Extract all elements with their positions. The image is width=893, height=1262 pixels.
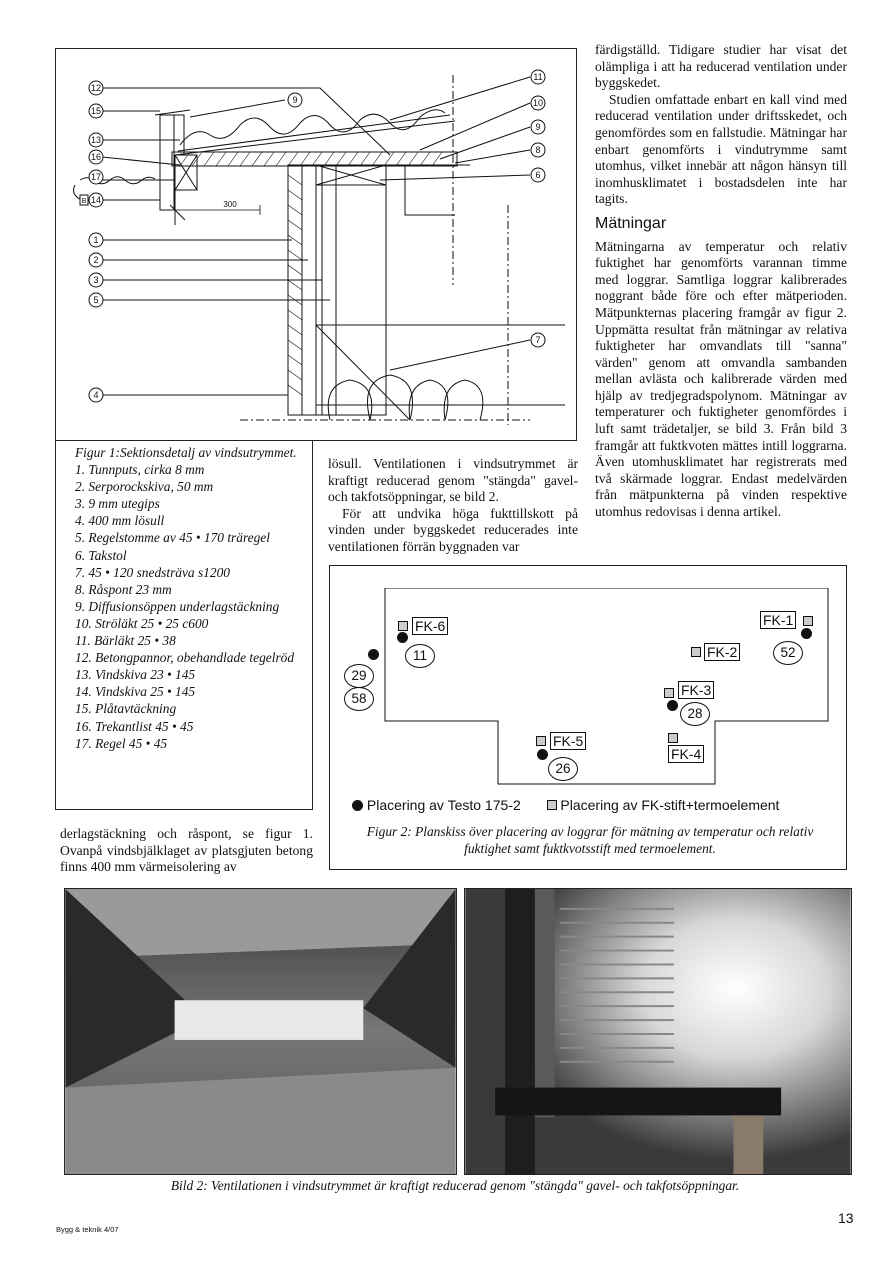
section-heading: Mätningar	[595, 214, 667, 232]
figure1-item: 9. Diffusionsöppen underlagstäckning	[75, 598, 280, 614]
callout-1: 1	[93, 235, 99, 245]
photo-eaves-vent	[464, 888, 852, 1175]
callout-b: B	[81, 198, 87, 205]
bild2-caption: Bild 2: Ventilationen i vindsutrymmet är kraftigt reducerad genom "stängda" gavel- och takfotsöppningar.	[170, 1178, 740, 1193]
callout-14: 14	[90, 195, 102, 205]
callout-12: 12	[90, 83, 102, 93]
body-paragraph: För att undvika höga fukttillskott på vinden under byggskedet reducerades inte ventilationen förrän byggnaden var	[328, 505, 578, 554]
fk-marker	[668, 733, 678, 743]
figure1-caption-title: Figur 1:Sektionsdetalj av vindsutrymmet.	[75, 445, 297, 460]
callout-3: 3	[93, 275, 99, 285]
figure1-item: 13. Vindskiva 23 • 145	[75, 667, 196, 683]
figure1-item: 8. Råspont 23 mm	[75, 581, 172, 597]
photo-gable-vent	[64, 888, 457, 1175]
figure1-item: 4. 400 mm lösull	[75, 513, 165, 529]
figure2-legend	[352, 797, 837, 813]
callout-9-top: 9	[292, 95, 298, 105]
figure1-item: 5. Regelstomme av 45 • 170 träregel	[75, 530, 270, 546]
fk-label: FK-1	[760, 611, 796, 629]
fk-marker	[803, 616, 813, 626]
legend-fk-icon	[547, 800, 557, 810]
journal-footer: Bygg & teknik 4/07	[56, 1225, 119, 1234]
column-left-bottom	[60, 826, 313, 876]
logger-number: 58	[344, 687, 374, 711]
callout-4: 4	[93, 390, 99, 400]
fk-label: FK-3	[678, 681, 714, 699]
figure1-item: 1. Tunnputs, cirka 8 mm	[75, 462, 205, 478]
legend-fk: Placering av FK-stift+termoelement	[560, 797, 780, 813]
callout-9: 9	[535, 122, 541, 132]
figure1-caption	[75, 444, 307, 752]
callout-8: 8	[535, 145, 541, 155]
legend-testo: Placering av Testo 175-2	[366, 797, 521, 813]
logger-number: 11	[405, 644, 435, 668]
dimension-label: 300	[223, 200, 237, 209]
fk-label: FK-2	[704, 643, 740, 661]
testo-marker	[801, 628, 812, 639]
body-paragraph: Mätningarna av temperatur och relativ fuktighet har genomförts varannan timme med loggrar. Samtliga loggrar kalibrerades noggrant både före och efter mätperioden. Mätpunkternas placering framgår av figur 2. Uppmätta resultat från mätningar av relativa fuktigheter har omvandlats till "sanna" värden" genom att omvandla sambanden mellan avlästa och kalibrerade värden med hjälp av tredjegradspolynom. Mätningar av temperaturer och fuktigheter genomfördes i luft samt trädetaljer, se bild 3. Från bild 3 framgår att fuktkvoten mättes intill loggrarna. Även utomhusklimatet har registrerats med två skärmade loggrar. Endast medelvärden från mätpunkterna på vinden respektive utomhus redovisas i denna artikel.	[595, 238, 847, 520]
testo-marker	[397, 632, 408, 643]
callout-6: 6	[535, 170, 541, 180]
column-right	[595, 42, 847, 521]
body-paragraph: derlagstäckning och råspont, se figur 1. Ovanpå vindsbjälklaget av platsgjuten betong finns 400 mm värmeisolering av	[60, 826, 313, 875]
logger-number: 29	[344, 664, 374, 688]
fk-label: FK-5	[550, 732, 586, 750]
testo-marker	[667, 700, 678, 711]
logger-number: 26	[548, 757, 578, 781]
figure1-item: 6. Takstol	[75, 547, 127, 563]
fk-marker	[691, 647, 701, 657]
body-paragraph: färdigställd. Tidigare studier har visat det olämpliga i att ha reducerad ventilation under byggskedet.	[595, 42, 847, 91]
fk-label: FK-4	[668, 745, 704, 763]
figure1-item: 7. 45 • 120 snedsträva s1200	[75, 564, 230, 580]
callout-7: 7	[535, 335, 541, 345]
figure1-item: 17. Regel 45 • 45	[75, 735, 168, 751]
logger-number: 28	[680, 702, 710, 726]
figure1-item: 16. Trekantlist 45 • 45	[75, 718, 194, 734]
figure1-item: 15. Plåtavtäckning	[75, 701, 177, 717]
fk-marker	[398, 621, 408, 631]
page-number: 13	[838, 1210, 854, 1226]
figure1-item: 10. Ströläkt 25 • 25 c600	[75, 615, 209, 631]
body-paragraph: lösull. Ventilationen i vindsutrymmet är kraftigt reducerad genom "stängda" gavel- och takfotsöppningar, se bild 2.	[328, 456, 578, 505]
callout-10: 10	[532, 98, 544, 108]
figure1-item: 14. Vindskiva 25 • 145	[75, 684, 196, 700]
body-paragraph: Studien omfattade enbart en kall vind med reducerad ventilation under driftsskedet, och genomfördes som en fallstudie. Mätningar har enbart genomförts i vindutrymme samt utomhus, vilket innebär att någon hänsyn till inomhusklimatet i bostadsdelen inte har tagits.	[595, 91, 847, 207]
figure2-caption: Figur 2: Planskiss över placering av loggrar för mätning av temperatur och relativ fuktighet samt fuktkvotsstift med termoelement.	[366, 824, 814, 856]
testo-marker	[537, 749, 548, 760]
callout-11: 11	[533, 72, 543, 82]
legend-testo-icon	[352, 800, 363, 811]
fk-marker	[664, 688, 674, 698]
callout-5: 5	[93, 295, 99, 305]
callout-2: 2	[93, 255, 99, 265]
figure1-item: 12. Betongpannor, obehandlade tegelröd	[75, 650, 295, 666]
figure1-drawing	[60, 55, 575, 435]
fk-label: FK-6	[412, 617, 448, 635]
logger-number: 52	[773, 641, 803, 665]
callout-16: 16	[90, 152, 102, 162]
callout-15: 15	[90, 106, 102, 116]
column-middle	[328, 456, 578, 556]
callout-13: 13	[90, 135, 102, 145]
figure1-item: 11. Bärläkt 25 • 38	[75, 633, 176, 649]
testo-marker	[368, 649, 379, 660]
fk-marker	[536, 736, 546, 746]
figure1-item: 3. 9 mm utegips	[75, 496, 160, 512]
figure1-item: 2. Serporockskiva, 50 mm	[75, 479, 214, 495]
callout-17: 17	[90, 172, 102, 182]
